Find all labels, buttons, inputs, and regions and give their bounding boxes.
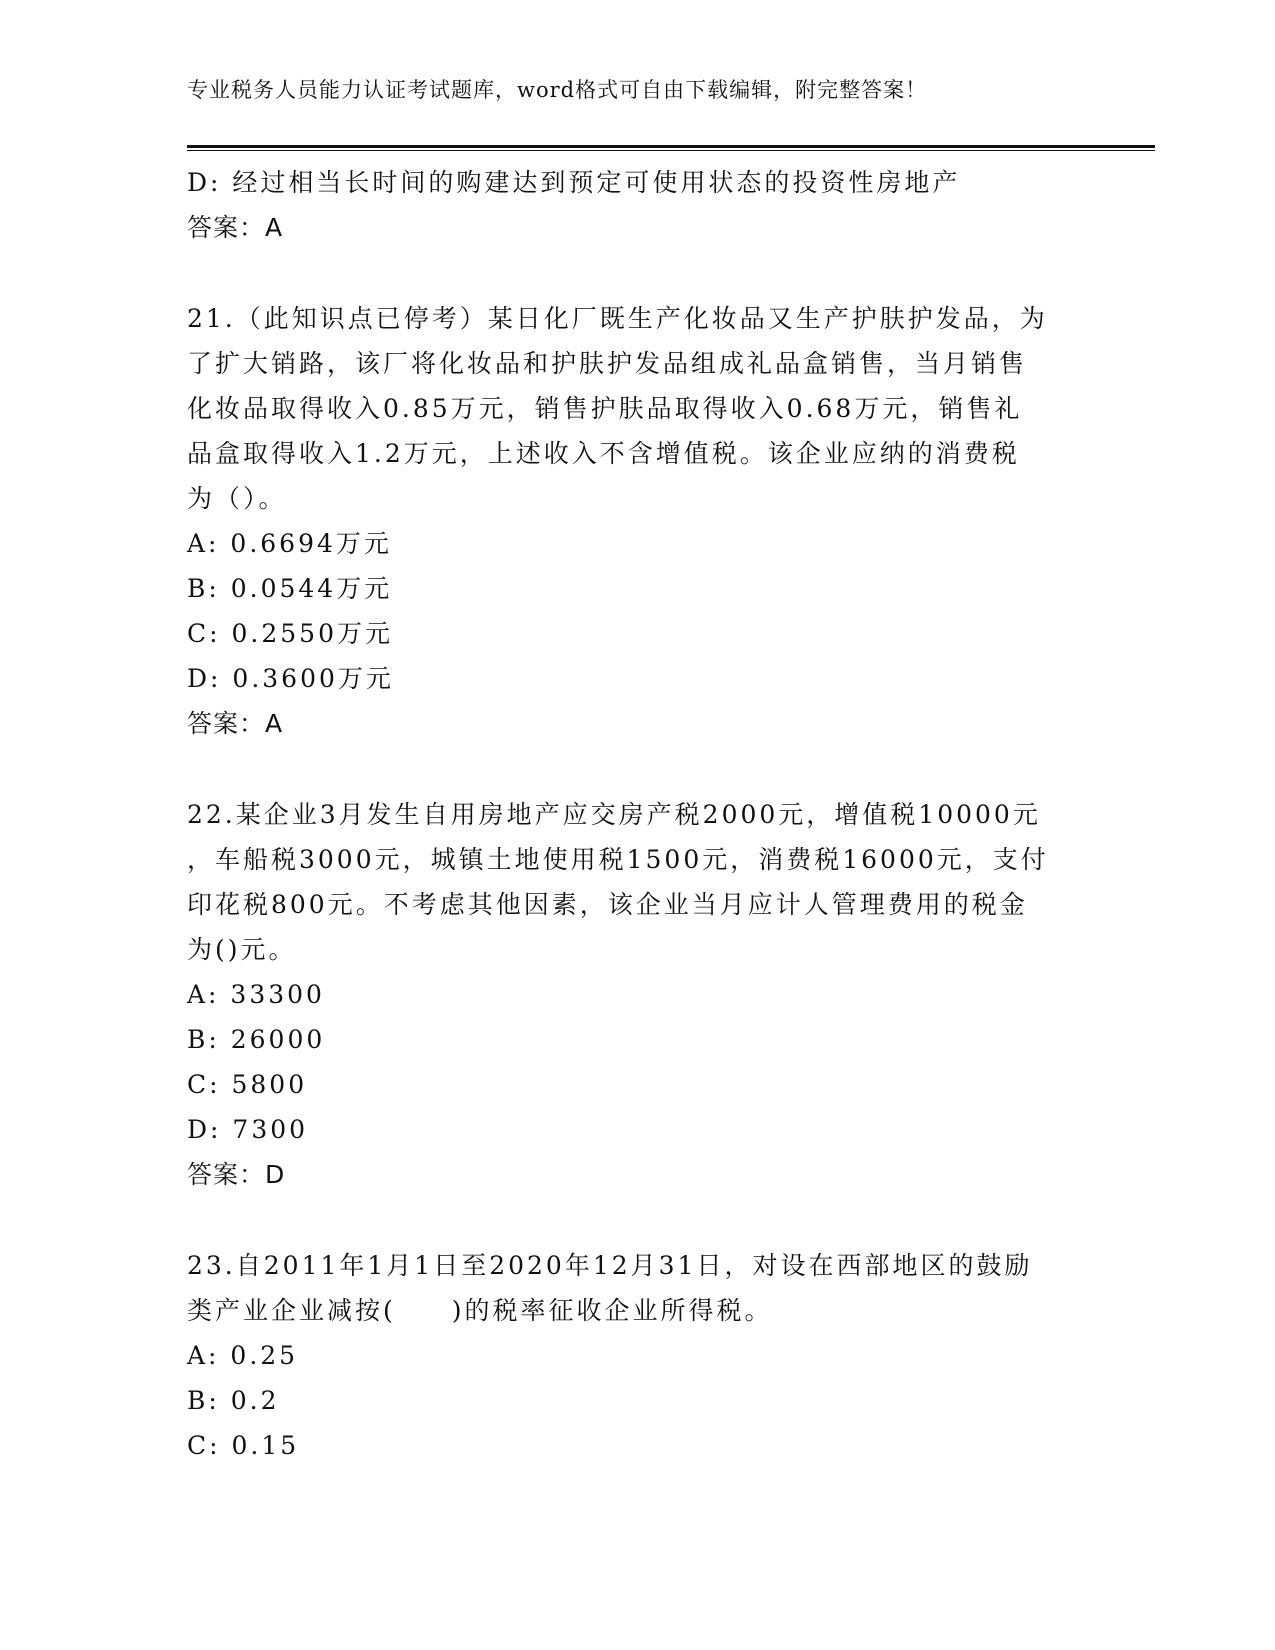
question-21-answer: 答案：A	[187, 709, 284, 738]
question-23-line: 类产业企业减按( )的税率征收企业所得税。	[187, 1296, 773, 1325]
question-21-line: 为（）。	[187, 484, 287, 513]
question-22-option-d: D: 7300	[187, 1115, 309, 1144]
question-21-line: 品盒取得收入1.2万元，上述收入不含增值税。该企业应纳的消费税	[187, 439, 1020, 468]
question-21-option-b: B: 0.0544万元	[187, 574, 393, 603]
question-21	[187, 296, 1067, 746]
question-22-line: 22.某企业3月发生自用房地产应交房产税2000元，增值税10000元	[187, 800, 1041, 829]
question-22-option-a: A: 33300	[187, 980, 325, 1009]
question-21-line: 了扩大销路，该厂将化妆品和护肤护发品组成礼品盒销售，当月销售	[187, 349, 1028, 378]
header-rule-thin	[187, 150, 1155, 151]
document-body	[187, 160, 1067, 1468]
question-22-line: 印花税800元。不考虑其他因素，该企业当月应计人管理费用的税金	[187, 890, 1028, 919]
question-21-line: 21.（此知识点已停考）某日化厂既生产化妆品又生产护肤护发品，为	[187, 304, 1048, 333]
question-21-line: 化妆品取得收入0.85万元，销售护肤品取得收入0.68万元，销售礼	[187, 394, 1023, 423]
question-23	[187, 1243, 1067, 1468]
prev-option-d: D: 经过相当长时间的购建达到预定可使用状态的投资性房地产	[187, 168, 961, 197]
header-rule-thick	[187, 145, 1155, 148]
prev-answer: 答案：A	[187, 213, 284, 242]
question-22-line: 为()元。	[187, 935, 297, 964]
question-23-option-c: C: 0.15	[187, 1431, 300, 1460]
question-22-line: ，车船税3000元，城镇土地使用税1500元，消费税16000元，支付	[187, 845, 1049, 874]
question-22-option-c: C: 5800	[187, 1070, 308, 1099]
question-22-option-b: B: 26000	[187, 1025, 326, 1054]
question-23-line: 23.自2011年1月1日至2020年12月31日，对设在西部地区的鼓励	[187, 1251, 1033, 1280]
question-21-option-c: C: 0.2550万元	[187, 619, 393, 648]
question-22	[187, 792, 1067, 1197]
page-header: 专业税务人员能力认证考试题库，word格式可自由下载编辑，附完整答案！	[187, 78, 928, 102]
question-22-answer: 答案：D	[187, 1160, 286, 1189]
question-21-option-d: D: 0.3600万元	[187, 664, 394, 693]
question-21-option-a: A: 0.6694万元	[187, 529, 392, 558]
question-23-option-b: B: 0.2	[187, 1386, 280, 1415]
question-23-option-a: A: 0.25	[187, 1341, 299, 1370]
